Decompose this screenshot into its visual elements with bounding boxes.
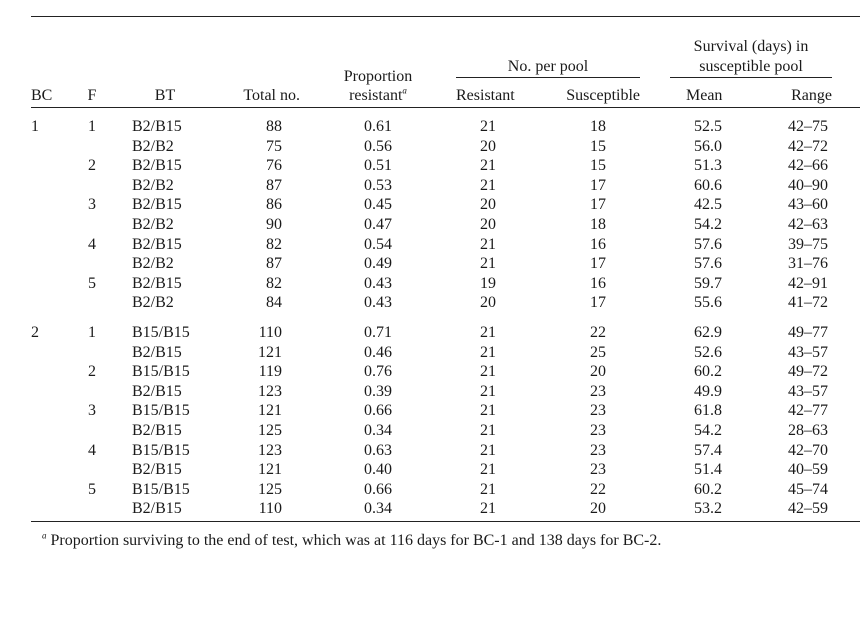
cell-resistant: 21 xyxy=(480,363,496,381)
header-bt: BT xyxy=(154,87,176,104)
cell-proportion: 0.49 xyxy=(364,255,392,273)
cell-bt: B2/B15 xyxy=(132,461,182,479)
cell-susceptible: 17 xyxy=(590,176,606,194)
header-resistant: Resistant xyxy=(456,87,515,104)
cell-mean: 60.2 xyxy=(694,363,722,381)
cell-range: 31–76 xyxy=(788,255,828,273)
cell-resistant: 21 xyxy=(480,324,496,341)
cell-total: 84 xyxy=(266,294,282,312)
cell-proportion: 0.34 xyxy=(364,500,392,518)
cell-susceptible: 25 xyxy=(590,343,606,361)
cell-proportion: 0.51 xyxy=(364,157,392,175)
cell-mean: 52.5 xyxy=(694,118,722,135)
cell-bt: B2/B15 xyxy=(132,118,182,135)
cell-total: 121 xyxy=(258,402,282,420)
cell-proportion: 0.46 xyxy=(364,343,392,361)
header-footnote-mark: a xyxy=(402,85,407,96)
footnote-text: Proportion surviving to the end of test, which was at 116 days for BC-1 and 138 days for BC-2. xyxy=(50,532,662,549)
cell-bt: B2/B15 xyxy=(132,235,182,253)
cell-range: 45–74 xyxy=(788,480,828,498)
cell-proportion: 0.54 xyxy=(364,235,392,253)
cell-proportion: 0.76 xyxy=(364,363,392,381)
cell-proportion: 0.63 xyxy=(364,441,392,459)
cell-bt: B2/B15 xyxy=(132,382,182,400)
cell-resistant: 20 xyxy=(480,137,496,155)
cell-bt: B2/B15 xyxy=(132,500,182,518)
cell-total: 82 xyxy=(266,274,282,292)
cell-f: 5 xyxy=(88,480,96,498)
cell-susceptible: 23 xyxy=(590,422,606,439)
cell-resistant: 21 xyxy=(480,255,496,273)
cell-bt: B15/B15 xyxy=(132,402,190,420)
cell-f: 4 xyxy=(88,235,96,253)
cell-total: 121 xyxy=(258,461,282,479)
cell-susceptible: 18 xyxy=(590,118,606,135)
cell-resistant: 21 xyxy=(480,441,496,459)
cell-mean: 59.7 xyxy=(694,274,722,292)
cell-susceptible: 22 xyxy=(590,324,606,341)
header-proportion-line2 xyxy=(318,86,438,106)
cell-mean: 60.2 xyxy=(694,480,722,498)
cell-susceptible: 23 xyxy=(590,441,606,459)
cell-range: 49–72 xyxy=(788,363,828,381)
cell-range: 43–60 xyxy=(788,196,828,214)
cell-proportion: 0.66 xyxy=(364,480,392,498)
header-range: Range xyxy=(791,87,832,104)
cell-mean: 49.9 xyxy=(694,382,722,400)
cell-susceptible: 22 xyxy=(590,480,606,498)
cell-range: 43–57 xyxy=(788,382,828,400)
cell-proportion: 0.39 xyxy=(364,382,392,400)
cell-f: 1 xyxy=(88,324,96,341)
cell-resistant: 21 xyxy=(480,422,496,439)
cell-mean: 54.2 xyxy=(694,422,722,439)
cell-susceptible: 20 xyxy=(590,500,606,518)
cell-bt: B2/B2 xyxy=(132,216,174,233)
cell-range: 49–77 xyxy=(788,324,828,341)
cell-range: 42–91 xyxy=(788,274,828,292)
cell-susceptible: 16 xyxy=(590,274,606,292)
cell-total: 86 xyxy=(266,196,282,214)
cell-f: 3 xyxy=(88,196,96,214)
cell-resistant: 21 xyxy=(480,176,496,194)
table-bottom-rule xyxy=(31,521,860,522)
cell-bt: B15/B15 xyxy=(132,441,190,459)
cell-proportion: 0.45 xyxy=(364,196,392,214)
cell-f: 1 xyxy=(88,118,96,135)
cell-resistant: 21 xyxy=(480,235,496,253)
cell-range: 42–66 xyxy=(788,157,828,175)
cell-resistant: 19 xyxy=(480,274,496,292)
cell-susceptible: 15 xyxy=(590,137,606,155)
cell-range: 28–63 xyxy=(788,422,828,439)
cell-resistant: 20 xyxy=(480,196,496,214)
cell-mean: 62.9 xyxy=(694,324,722,341)
cell-mean: 60.6 xyxy=(694,176,722,194)
cell-proportion: 0.47 xyxy=(364,216,392,233)
header-survival-line2: susceptible pool xyxy=(699,58,803,75)
cell-f: 4 xyxy=(88,441,96,459)
cell-resistant: 20 xyxy=(480,216,496,233)
cell-mean: 55.6 xyxy=(694,294,722,312)
cell-proportion: 0.34 xyxy=(364,422,392,439)
cell-mean: 51.4 xyxy=(694,461,722,479)
header-proportion-line1: Proportion xyxy=(343,68,413,85)
cell-resistant: 21 xyxy=(480,461,496,479)
cell-f: 3 xyxy=(88,402,96,420)
cell-total: 82 xyxy=(266,235,282,253)
cell-bt: B2/B15 xyxy=(132,274,182,292)
cell-resistant: 21 xyxy=(480,118,496,135)
cell-mean: 61.8 xyxy=(694,402,722,420)
cell-susceptible: 23 xyxy=(590,461,606,479)
cell-range: 41–72 xyxy=(788,294,828,312)
cell-bt: B2/B15 xyxy=(132,343,182,361)
header-total: Total no. xyxy=(243,87,300,104)
cell-resistant: 21 xyxy=(480,157,496,175)
header-mean: Mean xyxy=(686,87,723,104)
footnote-mark: a xyxy=(42,530,47,541)
cell-range: 42–59 xyxy=(788,500,828,518)
cell-resistant: 21 xyxy=(480,500,496,518)
header-susceptible: Susceptible xyxy=(566,87,640,104)
cell-proportion: 0.40 xyxy=(364,461,392,479)
cell-bc: 2 xyxy=(31,324,39,341)
cell-resistant: 21 xyxy=(480,343,496,361)
top-rule xyxy=(31,16,860,17)
cell-mean: 42.5 xyxy=(694,196,722,214)
cell-total: 87 xyxy=(266,255,282,273)
header-bottom-rule xyxy=(31,107,860,108)
cell-bt: B2/B2 xyxy=(132,176,174,194)
cell-resistant: 21 xyxy=(480,382,496,400)
header-proportion-label: resistant xyxy=(349,87,403,104)
cell-f: 2 xyxy=(88,363,96,381)
cell-range: 42–63 xyxy=(788,216,828,233)
cell-resistant: 21 xyxy=(480,480,496,498)
per-pool-rule xyxy=(456,77,640,78)
cell-bt: B2/B2 xyxy=(132,294,174,312)
cell-susceptible: 15 xyxy=(590,157,606,175)
cell-susceptible: 17 xyxy=(590,196,606,214)
cell-total: 87 xyxy=(266,176,282,194)
cell-total: 121 xyxy=(258,343,282,361)
cell-mean: 51.3 xyxy=(694,157,722,175)
cell-susceptible: 18 xyxy=(590,216,606,233)
cell-susceptible: 17 xyxy=(590,294,606,312)
cell-range: 42–70 xyxy=(788,441,828,459)
cell-total: 123 xyxy=(258,382,282,400)
cell-f: 2 xyxy=(88,157,96,175)
cell-mean: 54.2 xyxy=(694,216,722,233)
cell-proportion: 0.43 xyxy=(364,294,392,312)
cell-bc: 1 xyxy=(31,118,39,135)
cell-mean: 52.6 xyxy=(694,343,722,361)
footnote xyxy=(42,531,661,551)
cell-bt: B15/B15 xyxy=(132,363,190,381)
cell-total: 75 xyxy=(266,137,282,155)
cell-proportion: 0.56 xyxy=(364,137,392,155)
cell-mean: 57.4 xyxy=(694,441,722,459)
cell-bt: B2/B15 xyxy=(132,157,182,175)
cell-mean: 57.6 xyxy=(694,235,722,253)
cell-proportion: 0.43 xyxy=(364,274,392,292)
cell-resistant: 20 xyxy=(480,294,496,312)
cell-bt: B2/B2 xyxy=(132,255,174,273)
cell-proportion: 0.66 xyxy=(364,402,392,420)
cell-susceptible: 23 xyxy=(590,402,606,420)
cell-range: 40–90 xyxy=(788,176,828,194)
cell-total: 90 xyxy=(266,216,282,233)
cell-mean: 56.0 xyxy=(694,137,722,155)
cell-range: 43–57 xyxy=(788,343,828,361)
cell-total: 123 xyxy=(258,441,282,459)
cell-total: 110 xyxy=(258,500,282,518)
cell-range: 42–75 xyxy=(788,118,828,135)
cell-mean: 53.2 xyxy=(694,500,722,518)
cell-range: 39–75 xyxy=(788,235,828,253)
cell-bt: B2/B15 xyxy=(132,422,182,439)
cell-proportion: 0.61 xyxy=(364,118,392,135)
cell-total: 125 xyxy=(258,422,282,439)
cell-range: 42–72 xyxy=(788,137,828,155)
cell-total: 119 xyxy=(258,363,282,381)
cell-susceptible: 20 xyxy=(590,363,606,381)
cell-resistant: 21 xyxy=(480,402,496,420)
cell-f: 5 xyxy=(88,274,96,292)
header-survival-line1: Survival (days) in xyxy=(693,38,809,55)
cell-bt: B15/B15 xyxy=(132,324,190,341)
cell-proportion: 0.53 xyxy=(364,176,392,194)
survival-rule xyxy=(670,77,832,78)
cell-bt: B2/B15 xyxy=(132,196,182,214)
cell-total: 76 xyxy=(266,157,282,175)
cell-susceptible: 17 xyxy=(590,255,606,273)
cell-total: 110 xyxy=(258,324,282,341)
header-per-pool: No. per pool xyxy=(507,58,589,75)
header-bc: BC xyxy=(31,87,53,104)
cell-bt: B15/B15 xyxy=(132,480,190,498)
header-f: F xyxy=(87,87,97,104)
cell-proportion: 0.71 xyxy=(364,324,392,341)
cell-bt: B2/B2 xyxy=(132,137,174,155)
cell-range: 42–77 xyxy=(788,402,828,420)
cell-susceptible: 23 xyxy=(590,382,606,400)
cell-susceptible: 16 xyxy=(590,235,606,253)
cell-total: 88 xyxy=(266,118,282,135)
cell-range: 40–59 xyxy=(788,461,828,479)
cell-mean: 57.6 xyxy=(694,255,722,273)
cell-total: 125 xyxy=(258,480,282,498)
